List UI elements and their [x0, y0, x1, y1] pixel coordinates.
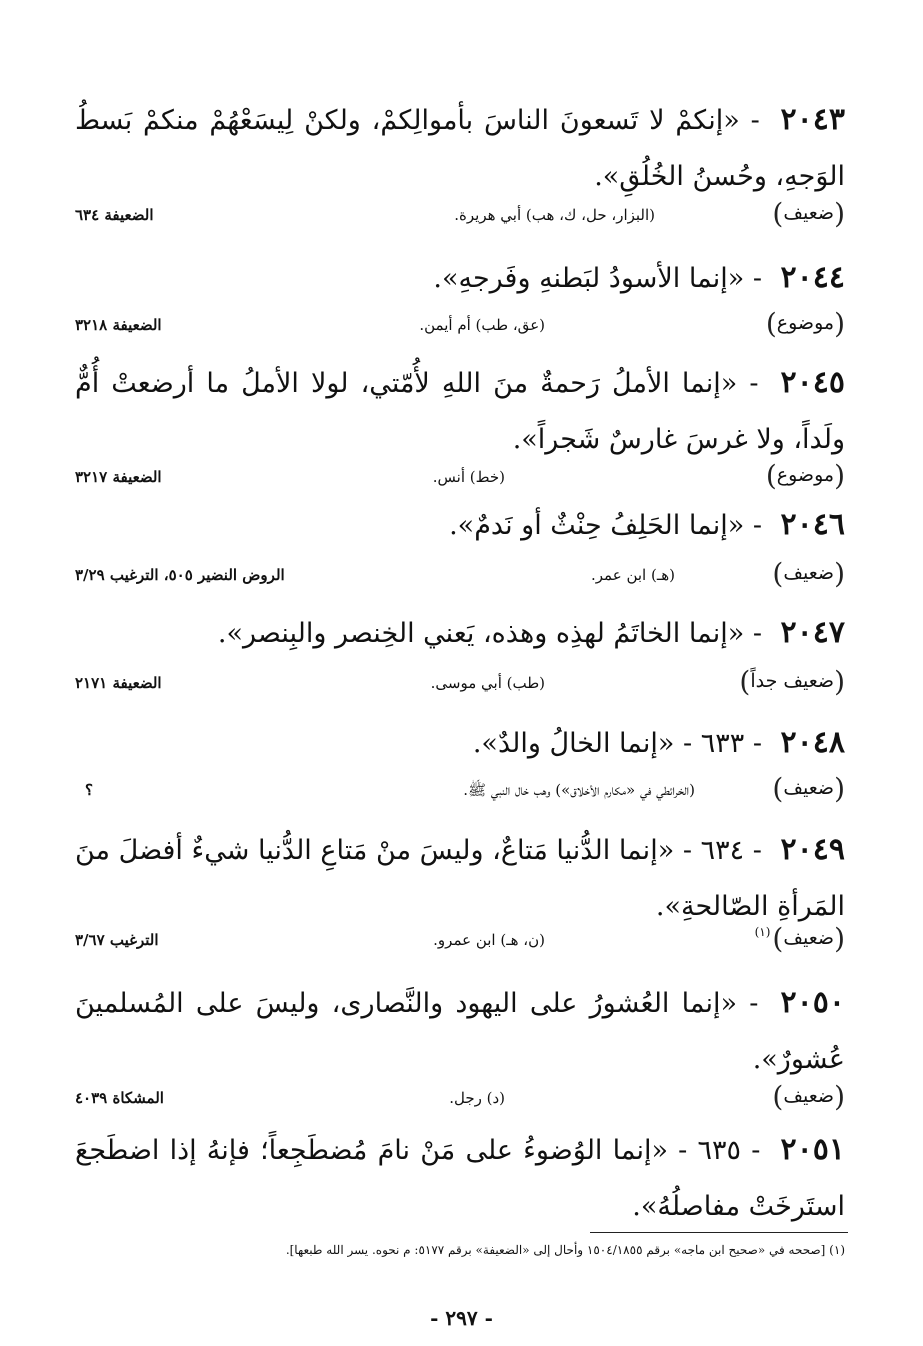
- page-number: - ٢٩٧ -: [430, 1306, 493, 1330]
- grade-label: (ضعيف): [772, 772, 845, 805]
- hadith-text: - «إنما الأملُ رَحمةٌ منَ اللهِ لأُمّتي، لولا الأملُ ما أرضعتْ أُمٌّ ولَداً، ولا غرسَ غارسٌ شَجراً».: [75, 368, 845, 455]
- grade-row: [75, 307, 845, 350]
- hadith-source: (البزار، حل، ك، هب) أبي هريرة.: [454, 206, 655, 224]
- hadith-text: - «إنما الأسودُ لبَطنهِ وفَرجهِ».: [433, 263, 762, 294]
- hadith-entry: [75, 250, 845, 307]
- hadith-text: - «إنما الحَلِفُ حِنْثٌ أو نَدمٌ».: [449, 510, 762, 541]
- hadith-text: - ٦٣٥ - «إنما الوُضوءُ على مَنْ نامَ مُضطَجِعاً؛ فإنهُ إذا اضطَجعَ استَرخَتْ مفاصلُهُ».: [75, 1135, 845, 1222]
- hadith-number: ٢٠٤٣: [780, 102, 845, 137]
- hadith-reference: الضعيفة ٦٣٤: [75, 206, 154, 224]
- hadith-entry: [75, 1122, 845, 1235]
- hadith-number: ٢٠٤٤: [780, 260, 845, 295]
- hadith-entry: [75, 605, 845, 662]
- hadith-entry: [75, 92, 845, 205]
- grade-label: (موضوع): [765, 307, 845, 340]
- grade-row: [75, 459, 845, 502]
- hadith-source: (ن، هـ) ابن عمرو.: [433, 931, 545, 949]
- hadith-text: - ٦٣٤ - «إنما الدُّنيا مَتاعٌ، وليسَ منْ مَتاعِ الدُّنيا شيءٌ أفضلَ منَ المَرأةِ الصّالحةِ».: [75, 835, 845, 922]
- hadith-number: ٢٠٥٠: [780, 985, 845, 1020]
- hadith-number: ٢٠٥١: [780, 1132, 845, 1167]
- grade-label: (ضعيف): [772, 1080, 845, 1113]
- grade-label: (ضعيف)$^{(١)}$: [754, 922, 845, 955]
- grade-label: (ضعيف جداً): [739, 665, 845, 698]
- hadith-reference: الروض النضير ٥٠٥، الترغيب ٣/٢٩: [75, 566, 285, 584]
- hadith-reference: ؟: [85, 781, 93, 799]
- hadith-number: ٢٠٤٧: [780, 615, 845, 650]
- grade-row: [75, 197, 845, 240]
- grade-row: [75, 922, 845, 965]
- hadith-reference: الضعيفة ٣٢١٨: [75, 316, 162, 334]
- hadith-text: - «إنكمْ لا تَسعونَ الناسَ بأموالِكمْ، ولكنْ لِيسَعْهُمْ منكمْ بَسطُ الوَجهِ، وحُسنُ الخُلُقِ».: [75, 105, 845, 192]
- hadith-reference: الضعيفة ٢١٧١: [75, 674, 162, 692]
- hadith-entry: [75, 497, 845, 554]
- hadith-reference: الترغيب ٣/٦٧: [75, 931, 159, 949]
- hadith-number: ٢٠٤٦: [780, 507, 845, 542]
- hadith-entry: [75, 355, 845, 468]
- hadith-reference: المشكاة ٤٠٣٩: [75, 1089, 164, 1107]
- hadith-number: ٢٠٤٩: [780, 832, 845, 867]
- hadith-text: - ٦٣٣ - «إنما الخالُ والدٌ».: [472, 728, 762, 759]
- footnote-marker: (١): [754, 925, 771, 939]
- hadith-source: (الخرائطي في «مكارم الأخلاق») وهب خال النبي ﷺ.: [463, 781, 695, 799]
- hadith-number: ٢٠٤٨: [780, 725, 845, 760]
- grade-row: [75, 557, 845, 600]
- hadith-text: - «إنما العُشورُ على اليهود والنَّصارى، وليسَ على المُسلمينَ عُشورٌ».: [75, 988, 845, 1075]
- footnote-divider: [590, 1232, 848, 1233]
- hadith-entry: [75, 822, 845, 935]
- hadith-entry: [75, 975, 845, 1088]
- hadith-source: (د) رجل.: [449, 1089, 505, 1107]
- grade-label: (موضوع): [765, 459, 845, 492]
- grade-label: (ضعيف): [772, 557, 845, 590]
- grade-row: [75, 665, 845, 708]
- hadith-source: (هـ) ابن عمر.: [591, 566, 675, 584]
- grade-label: (ضعيف): [772, 197, 845, 230]
- hadith-source: (خط) أنس.: [432, 468, 505, 486]
- hadith-source: (طب) أبي موسى.: [430, 674, 545, 692]
- hadith-number: ٢٠٤٥: [780, 365, 845, 400]
- grade-row: [75, 772, 845, 815]
- hadith-text: - «إنما الخاتَمُ لهذِه وهذه، يَعني الخِنصر والبِنصر».: [217, 618, 762, 649]
- grade-row: [75, 1080, 845, 1123]
- hadith-entry: [75, 715, 845, 772]
- hadith-reference: الضعيفة ٣٢١٧: [75, 468, 162, 486]
- footnote: (١) [صححه في «صحيح ابن ماجه» برقم ١٥٠٤/١٨٥٥ وأحال إلى «الضعيفة» برقم ٥١٧٧: م نحوه. يسر الله طبعها].: [285, 1243, 845, 1257]
- hadith-source: (عق، طب) أم أيمن.: [419, 316, 545, 334]
